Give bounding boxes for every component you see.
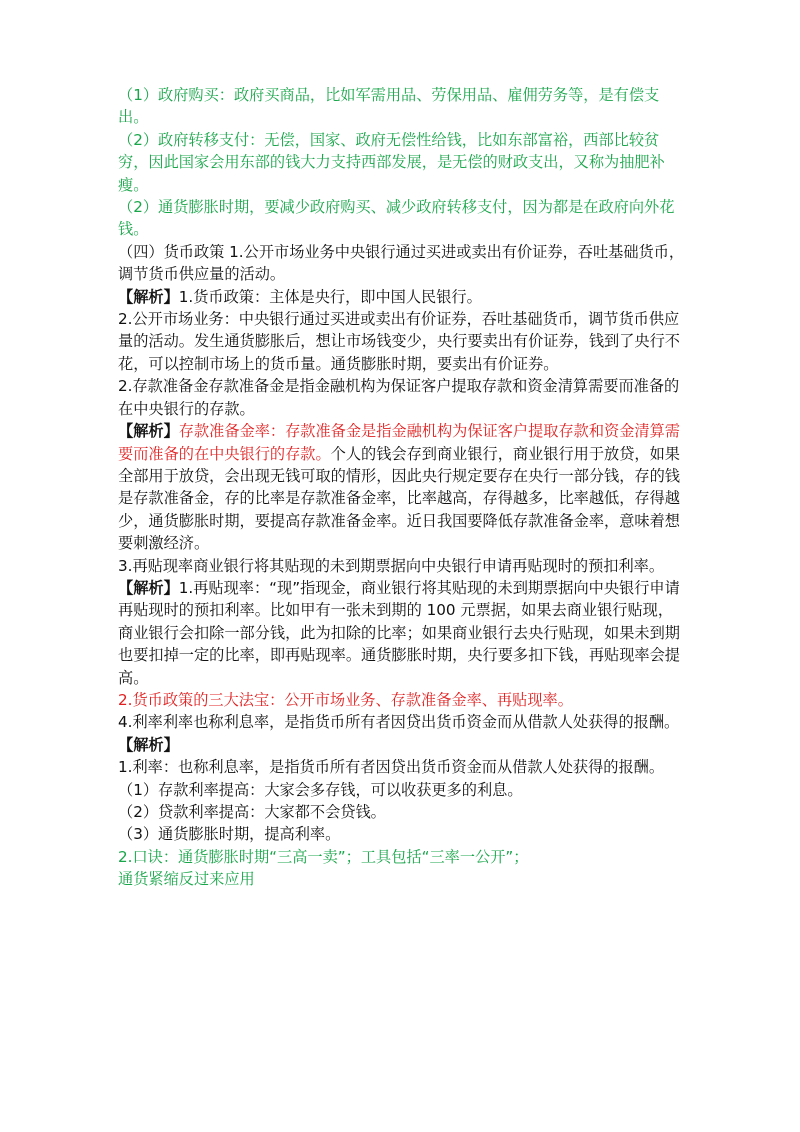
fiscal-point-government-purchase: （1）政府购买：政府买商品，比如军需用品、劳保用品、雇佣劳务等，是有偿支出。	[118, 86, 660, 127]
reserve-ratio-definition: 存款准备金率：存款准备金是指金融机构为保证客户提取存款和资金清算需要而准备的在中央银行的存款。	[118, 422, 680, 463]
interest-rate-question: 4.利率利率也称利息率，是指货币所有者因贷出货币资金而从借款人处获得的报酬。	[118, 713, 680, 732]
analysis-text: 个人的钱会存到商业银行，商业银行用于放贷，如果全部用于放贷，会出现无钱可取的情形，因此央行规定要存在央行一部分钱，存的钱是存款准备金，存的比率是存款准备金率，比率越高，存得越多，比率越低，存得越少，通货膨胀时期，要提高存款准备金率。近日我国要降低存款准备金率，意味着想要刺激经济。	[118, 444, 680, 553]
inflation-rate-point: （3）通货膨胀时期，提高利率。	[118, 825, 341, 844]
analysis-3	[118, 577, 686, 689]
analysis-2	[118, 420, 686, 554]
interest-rate-definition: 1.利率：也称利息率，是指货币所有者因贷出货币资金而从借款人处获得的报酬。	[118, 758, 665, 777]
document-body	[118, 84, 686, 891]
mnemonic-line-1: 2.口诀：通货膨胀时期“三高一卖”；工具包括“三率一公开”；	[118, 847, 529, 866]
reserve-requirement-question: 2.存款准备金存款准备金是指金融机构为保证客户提取存款和资金清算需要而准备的在中央银行的存款。	[118, 377, 680, 418]
analysis-label: 【解析】	[118, 287, 179, 306]
fiscal-point-transfer-payment: （2）政府转移支付：无偿，国家、政府无偿性给钱，比如东部富裕，西部比较贫穷，因此国家会用东部的钱大力支持西部发展，是无偿的财政支出，又称为抽肥补瘦。	[118, 130, 665, 194]
mnemonic-line-2: 通货紧缩反过来应用	[118, 870, 255, 889]
deposit-rate-point: （1）存款利率提高：大家会多存钱，可以收获更多的利息。	[118, 780, 523, 799]
analysis-text: 1.再贴现率：“现”指现金，商业银行将其贴现的未到期票据向中央银行申请再贴现时的预扣利率。比如甲有一张未到期的 100 元票据，如果去商业银行贴现，商业银行会扣除一部分钱，此为扣除的比率；如果商业银行去央行贴现，如果未到期也要扣掉一定的比率，即再贴现率。通货膨胀时期，央行要多扣下钱，再贴现率会提高。	[118, 578, 680, 687]
loan-rate-point: （2）贷款利率提高：大家都不会贷钱。	[118, 803, 386, 821]
open-market-explanation: 2.公开市场业务：中央银行通过买进或卖出有价证券，吞吐基础货币，调节货币供应量的活动。发生通货膨胀后，想让市场钱变少，央行要卖出有价证券，钱到了央行不花，可以控制市场上的货币量。通货膨胀时期，要卖出有价证券。	[118, 310, 680, 373]
monetary-policy-heading: （四）货币政策 1.公开市场业务中央银行通过买进或卖出有价证券，吞吐基础货币，调节货币供应量的活动。	[118, 242, 685, 284]
analysis-text: 1.货币政策：主体是央行，即中国人民银行。	[178, 287, 482, 306]
three-tools-summary: 2.货币政策的三大法宝：公开市场业务、存款准备金率、再贴现率。	[118, 690, 573, 709]
analysis-label: 【解析】	[118, 422, 179, 441]
analysis-label: 【解析】	[118, 578, 179, 597]
fiscal-point-inflation: （2）通货膨胀时期，要减少政府购买、减少政府转移支付，因为都是在政府向外花钱。	[118, 198, 675, 239]
analysis-1	[118, 286, 686, 308]
rediscount-rate-question: 3.再贴现率商业银行将其贴现的未到期票据向中央银行申请再贴现时的预扣利率。	[118, 556, 665, 575]
analysis-label: 【解析】	[118, 735, 179, 754]
